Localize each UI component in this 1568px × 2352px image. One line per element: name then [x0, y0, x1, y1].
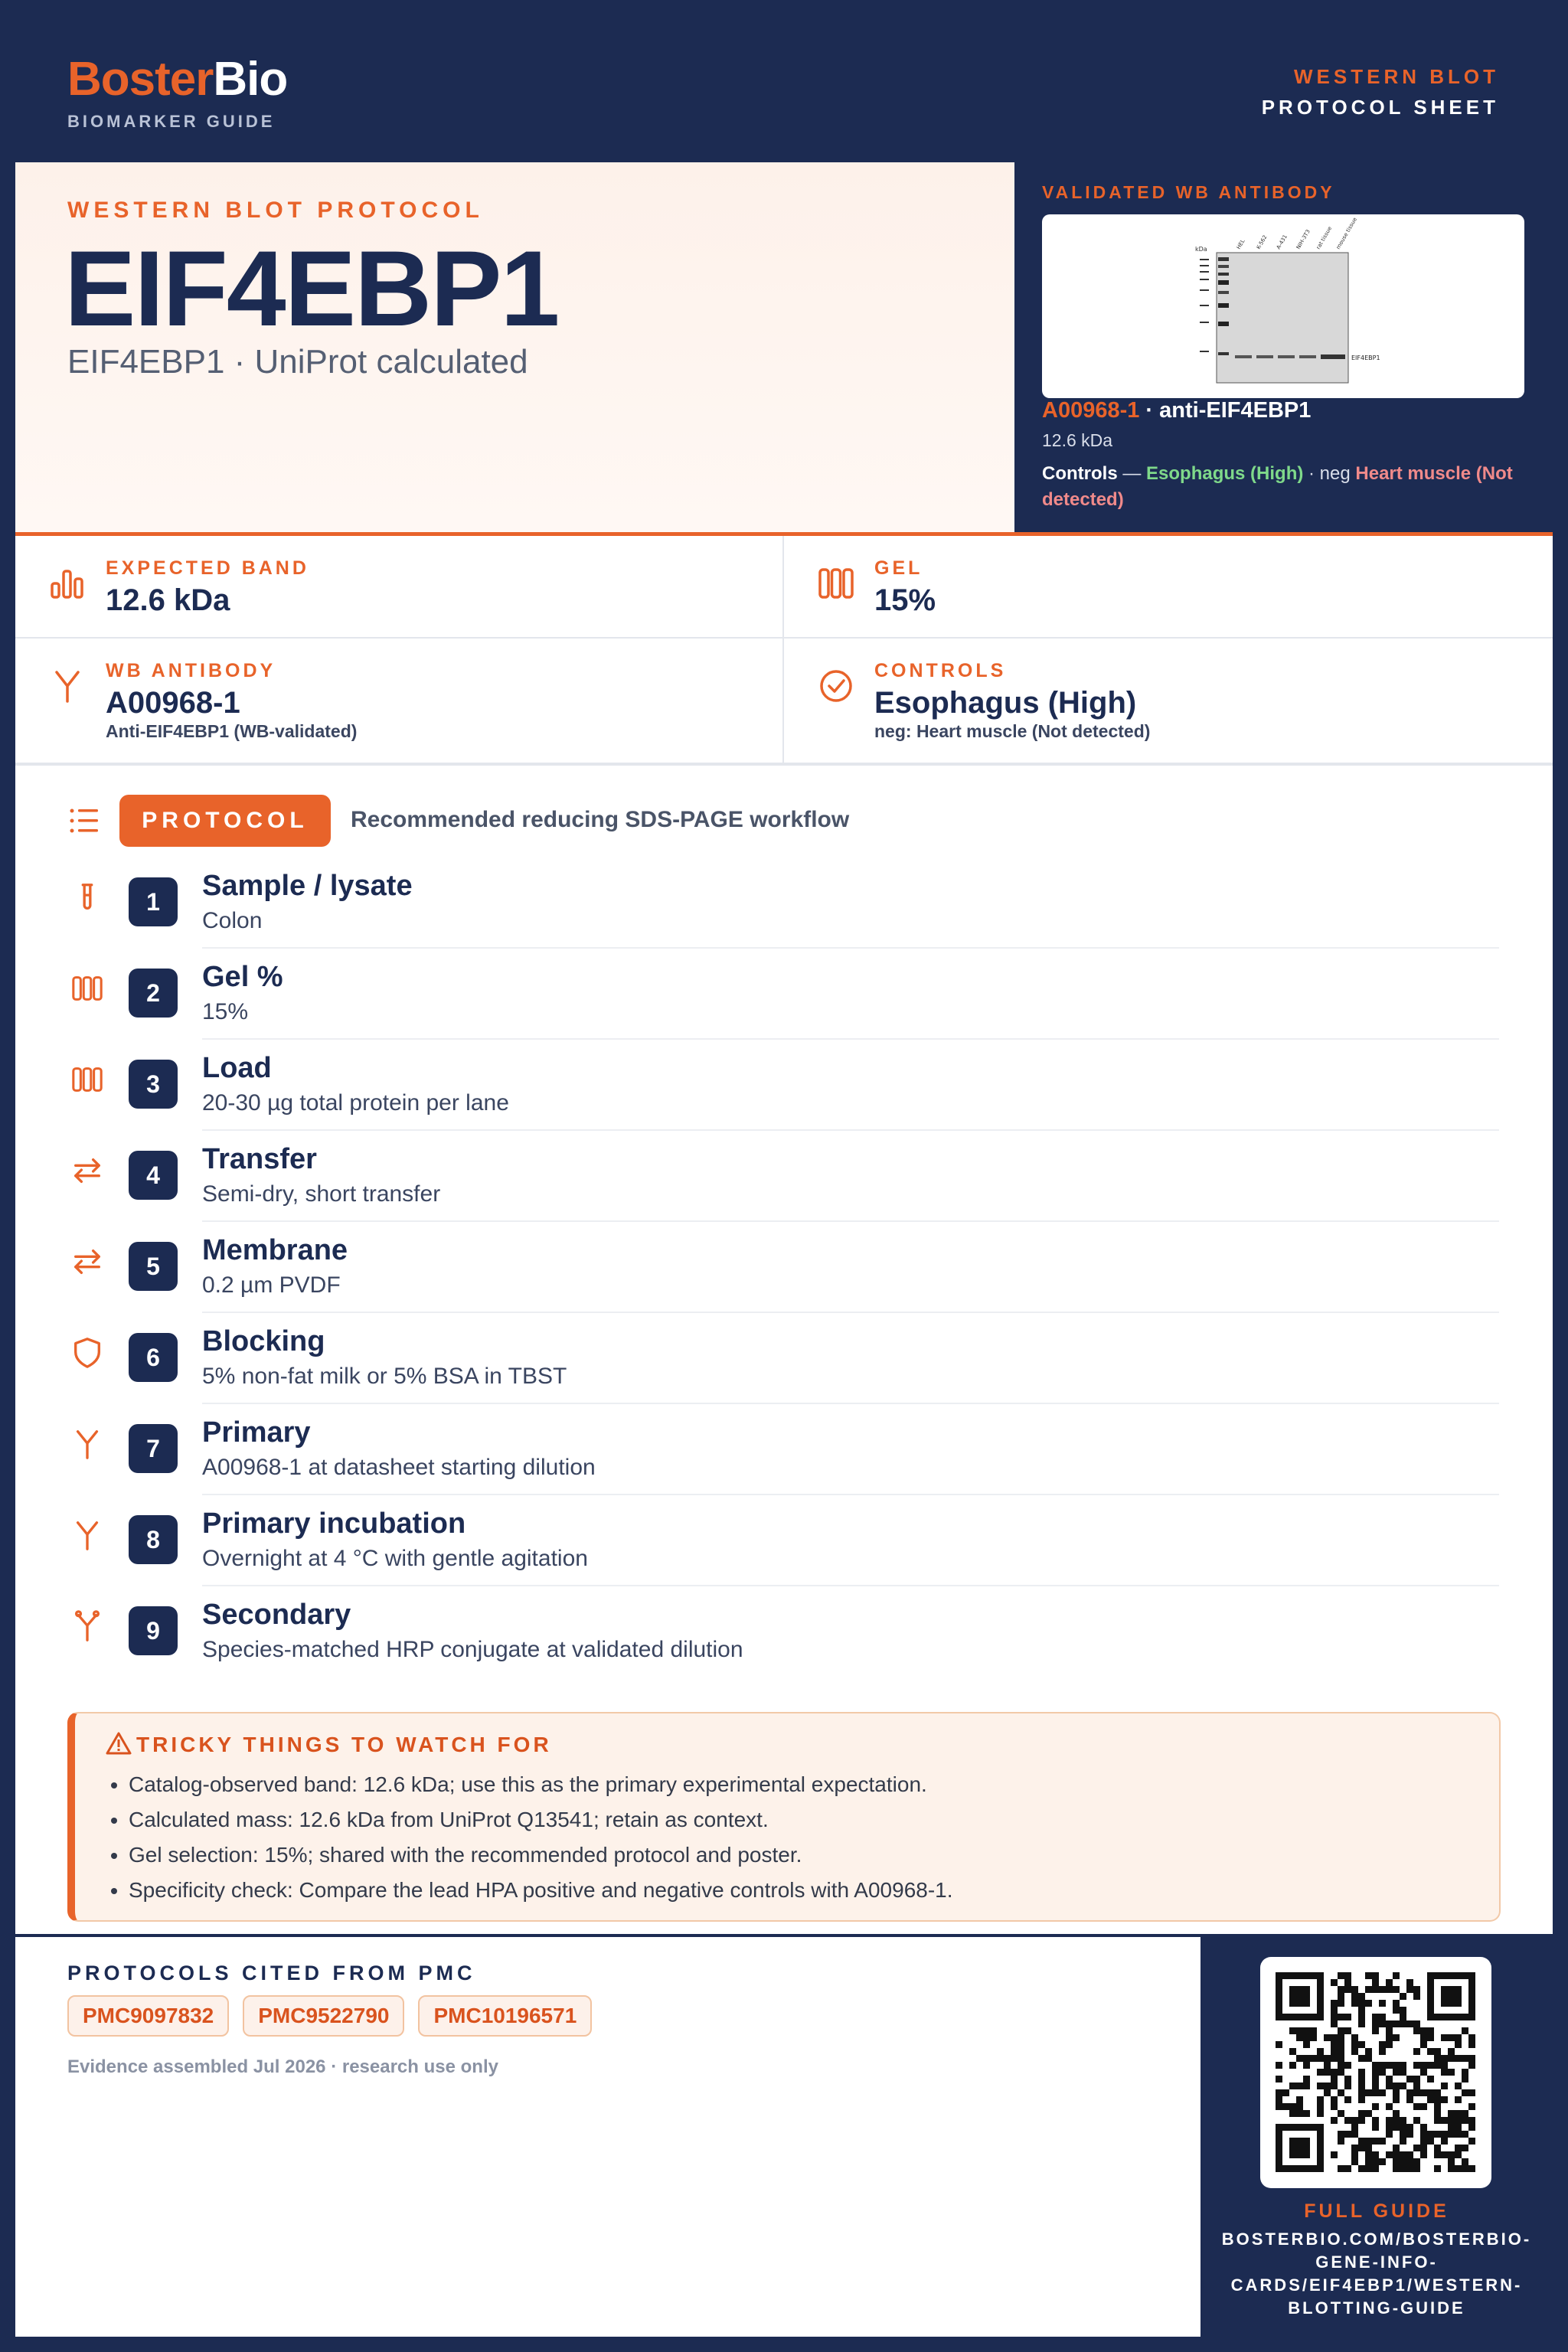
step-number: 4	[129, 1151, 178, 1200]
antibody-name[interactable]: A00968-1 · anti-EIF4EBP1	[1042, 398, 1312, 423]
step-detail: 20-30 µg total protein per lane	[202, 1090, 509, 1116]
pmc-link[interactable]: PMC9097832	[67, 1995, 229, 2037]
step-detail: Overnight at 4 °C with gentle agitation	[202, 1546, 588, 1571]
step-title: Sample / lysate	[202, 870, 413, 902]
blot-lane-label: K-562	[1255, 234, 1269, 250]
pmc-link[interactable]: PMC9522790	[243, 1995, 404, 2037]
protocol-step	[15, 1495, 1553, 1586]
step-number: 5	[129, 1242, 178, 1291]
blot-band-label: EIF4EBP1	[1351, 354, 1380, 361]
step-detail: 5% non-fat milk or 5% BSA in TBST	[202, 1364, 567, 1389]
step-number: 3	[129, 1060, 178, 1109]
step-title: Secondary	[202, 1599, 351, 1631]
pmc-link[interactable]: PMC10196571	[418, 1995, 592, 2037]
gel-cell: GEL 15%	[784, 536, 1553, 637]
tricky-box	[67, 1712, 1501, 1922]
step-number: 7	[129, 1424, 178, 1473]
antibody-icon	[49, 668, 86, 704]
gel-lanes-icon	[70, 1063, 104, 1096]
step-title: Blocking	[202, 1325, 325, 1357]
bar-chart-icon	[49, 565, 86, 602]
step-title: Transfer	[202, 1143, 317, 1175]
blot-kda-header: kDa	[1195, 246, 1207, 253]
ladder-marks	[1200, 259, 1209, 352]
guide-url-link[interactable]: BOSTERBIO.COM/BOSTERBIO-GENE-INFO-CARDS/EIF4EBP1/WESTERN-BLOTTING-GUIDE	[1221, 2230, 1532, 2318]
protocol-description: Recommended reducing SDS-PAGE workflow	[351, 807, 850, 832]
antibody-kda: 12.6 kDa	[1042, 430, 1113, 450]
step-title: Load	[202, 1052, 272, 1084]
blot-figure	[1042, 214, 1524, 398]
shield-icon	[70, 1336, 104, 1370]
gel-lanes-icon	[70, 972, 104, 1005]
brand-logo[interactable]: BosterBio	[67, 53, 288, 106]
footer-citations	[15, 1937, 1200, 2337]
step-number: 2	[129, 969, 178, 1018]
expected-band-cell: EXPECTED BAND 12.6 kDa	[15, 536, 784, 637]
gene-subtitle: EIF4EBP1 · UniProt calculated	[67, 343, 528, 381]
tricky-item: • Gel selection: 15%; shared with the recommended protocol and poster.	[129, 1838, 1476, 1873]
wb-antibody-sub: Anti-EIF4EBP1 (WB-validated)	[106, 721, 358, 741]
pmc-list	[67, 1995, 592, 2037]
transfer-arrows-icon	[70, 1154, 104, 1187]
tricky-item: • Catalog-observed band: 12.6 kDa; use this as the primary experimental expectation.	[129, 1767, 1476, 1802]
grid-divider-vertical	[782, 536, 784, 766]
protocol-step	[15, 858, 1553, 949]
step-number: 6	[129, 1333, 178, 1382]
western-blot-image[interactable]	[1042, 214, 1524, 398]
step-detail: 15%	[202, 999, 249, 1024]
protocol-steps	[15, 858, 1553, 1677]
info-grid	[15, 536, 1553, 766]
protocol-step	[15, 1222, 1553, 1313]
qr-code[interactable]	[1260, 1957, 1491, 2188]
step-title: Membrane	[202, 1234, 348, 1266]
antibody-panel	[1014, 162, 1568, 533]
step-title: Gel %	[202, 961, 283, 993]
expected-band-value: 12.6 kDa	[106, 583, 230, 617]
blot-lane-label: mouse tissue	[1334, 216, 1358, 250]
tube-icon	[70, 880, 104, 914]
tricky-heading: TRICKY THINGS TO WATCH FOR	[106, 1732, 552, 1757]
transfer-arrows-icon	[70, 1245, 104, 1279]
qr-code-image	[1260, 1957, 1491, 2188]
step-detail: Colon	[202, 908, 263, 933]
protocol-step	[15, 1404, 1553, 1495]
tricky-item: • Specificity check: Compare the lead HPA positive and negative controls with A00968-1.	[129, 1873, 1476, 1908]
step-detail: 0.2 µm PVDF	[202, 1272, 341, 1298]
step-number: 8	[129, 1515, 178, 1564]
step-title: Primary incubation	[202, 1508, 466, 1540]
step-number: 9	[129, 1606, 178, 1655]
tricky-list	[129, 1767, 1476, 1908]
step-detail: A00968-1 at datasheet starting dilution	[202, 1455, 596, 1480]
citations-heading: PROTOCOLS CITED FROM PMC	[67, 1962, 476, 1984]
antibody-panel-eyebrow: VALIDATED WB ANTIBODY	[1042, 182, 1335, 202]
evidence-note: Evidence assembled Jul 2026 · research use only	[67, 2056, 498, 2077]
secondary-antibody-icon	[70, 1609, 104, 1643]
wb-antibody-cell: WB ANTIBODY A00968-1 Anti-EIF4EBP1 (WB-validated)	[15, 639, 784, 764]
protocol-step	[15, 949, 1553, 1040]
hero-section	[15, 162, 1014, 533]
controls-sub: neg: Heart muscle (Not detected)	[874, 721, 1151, 741]
protocol-step	[15, 1313, 1553, 1404]
tricky-item: • Calculated mass: 12.6 kDa from UniProt Q13541; retain as context.	[129, 1802, 1476, 1838]
header	[0, 0, 1568, 162]
antibody-controls: Controls — Esophagus (High) · neg Heart muscle (Not detected)	[1042, 463, 1513, 510]
list-icon	[69, 807, 100, 835]
qr-label: FULL GUIDE	[1304, 2200, 1449, 2222]
blot-lane-label: HEL	[1235, 238, 1246, 250]
gene-title: EIF4EBP1	[64, 228, 559, 348]
controls-value: Esophagus (High)	[874, 686, 1137, 720]
gel-lanes-icon	[818, 565, 854, 602]
brand-tagline: BIOMARKER GUIDE	[67, 112, 276, 131]
antibody-icon	[70, 1427, 104, 1461]
controls-cell: CONTROLS Esophagus (High) neg: Heart muscle (Not detected)	[784, 639, 1553, 764]
antibody-icon	[70, 1518, 104, 1552]
protocol-header	[15, 792, 1553, 850]
hero-eyebrow: WESTERN BLOT PROTOCOL	[67, 198, 484, 223]
step-number: 1	[129, 877, 178, 926]
warning-icon	[106, 1732, 132, 1755]
blot-lane-label: A-431	[1275, 234, 1289, 250]
step-title: Primary	[202, 1416, 311, 1449]
blot-lane-label: NIH-3T3	[1295, 228, 1312, 250]
protocol-step	[15, 1040, 1553, 1131]
grid-divider-horizontal	[15, 637, 1553, 639]
header-doc-type: WESTERN BLOT PROTOCOL SHEET	[1261, 65, 1499, 119]
protocol-section	[15, 766, 1553, 1934]
blot-lane-label: rat tissue	[1315, 225, 1334, 250]
protocol-step	[15, 1131, 1553, 1222]
protocol-step	[15, 1586, 1553, 1677]
step-detail: Species-matched HRP conjugate at validated dilution	[202, 1637, 743, 1662]
protocol-pill[interactable]: PROTOCOL	[119, 795, 331, 847]
gel-value: 15%	[874, 583, 936, 617]
wb-antibody-value[interactable]: A00968-1	[106, 686, 240, 720]
step-detail: Semi-dry, short transfer	[202, 1181, 441, 1207]
blot-lane-labels	[1236, 217, 1358, 250]
check-circle-icon	[818, 668, 854, 704]
